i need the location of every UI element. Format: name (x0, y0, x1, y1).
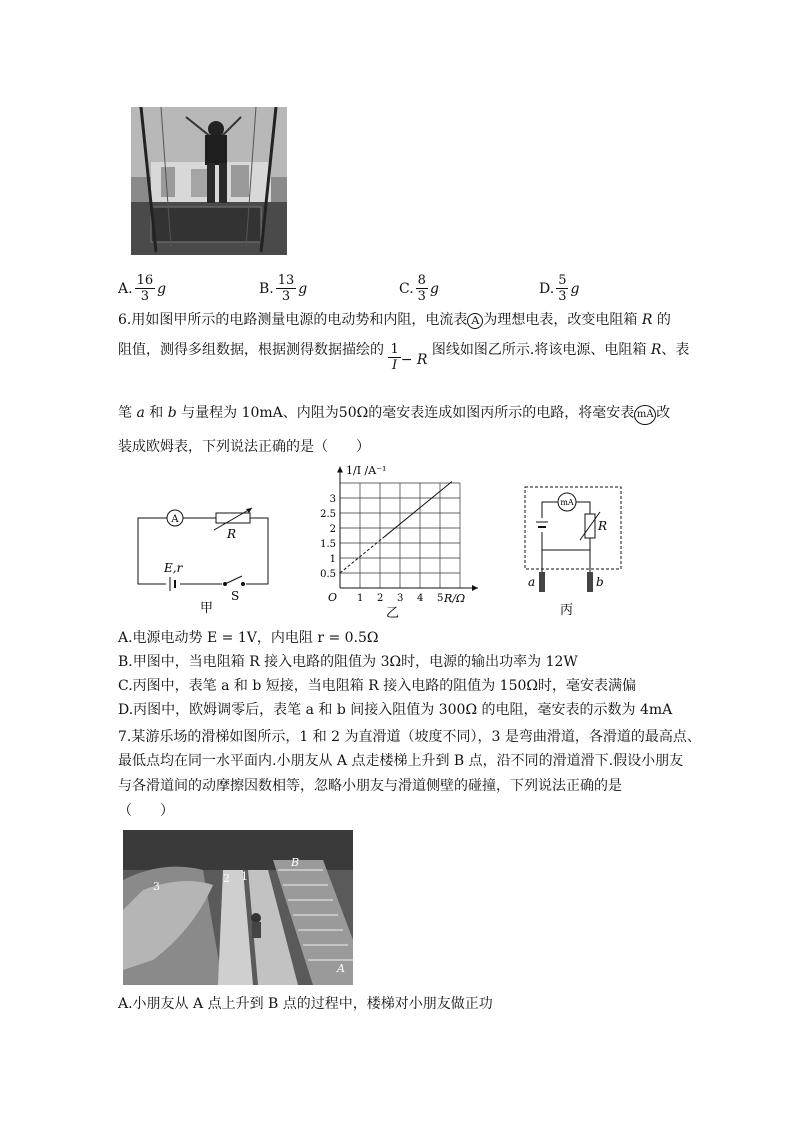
ammeter-symbol: A (467, 313, 483, 329)
unit: g (157, 280, 167, 297)
q6-line-1 (118, 310, 678, 330)
resistor-label: R (598, 519, 608, 533)
y-axis-label: 1/I /A⁻¹ (346, 464, 387, 477)
origin-label: O (328, 591, 338, 604)
numerator: 5 (558, 273, 567, 288)
y-tick-label: 1.5 (320, 539, 336, 550)
text: B.甲图中，当电阻箱 R 接入电路的阻值为 3Ω时，电源的输出功率为 12W (118, 654, 578, 670)
q7-line-1 (118, 727, 701, 747)
trampoline-photo (131, 107, 287, 255)
text: 笔 (118, 405, 132, 421)
slide-1-label: 1 (241, 870, 248, 883)
x-tick-label: 5 (437, 593, 444, 604)
text: 7.某游乐场的滑梯如图所示，1 和 2 为直滑道（坡度不同），3 是弯曲滑道，各滑道的最高点、 (118, 729, 701, 745)
y-tick-label: 2 (329, 524, 336, 535)
q7-line-3 (118, 776, 678, 796)
meter-label: mA (560, 498, 574, 507)
denominator: 3 (140, 289, 149, 304)
unit: g (570, 280, 580, 297)
fraction (276, 273, 297, 304)
slide-3-label: 3 (153, 880, 160, 893)
milliammeter-symbol: mA (634, 405, 656, 425)
series-line-extrapolated (340, 537, 384, 573)
slide-photo (123, 830, 353, 985)
y-tick-label: 2.5 (320, 509, 336, 520)
text: 的毫安表连成如图丙所示的电路，将毫安表 (368, 405, 635, 421)
figure-caption: 乙 (386, 606, 400, 620)
q6-option-a (118, 628, 678, 648)
numerator: 13 (277, 273, 295, 288)
x-tick-label: 4 (417, 593, 424, 604)
text: 与量程为 10mA、内阻为 (181, 405, 339, 421)
text: 6.用如图甲所示的电路测量电源的电动势和内阻，电流表 (118, 312, 468, 328)
figure-caption: 甲 (200, 601, 214, 615)
switch-label: S (231, 589, 240, 603)
series-line (384, 482, 452, 538)
fraction (556, 273, 568, 304)
var: R (650, 342, 662, 358)
text: （ ） (118, 803, 174, 819)
option-label: C. (399, 280, 414, 297)
text: D.丙图中，欧姆调零后，表笔 a 和 b 间接入阻值为 300Ω 的电阻，毫安表的示数为 4mA (118, 702, 673, 718)
text: 50Ω (338, 405, 369, 421)
text: 图线如图乙所示.将该电源、电阻箱 (431, 342, 647, 358)
text: A.电源电动势 E = 1V，内电阻 r = 0.5Ω (118, 630, 379, 646)
text: 最低点均在同一水平面内.小朋友从 A 点走楼梯上升到 B 点，沿不同的滑道滑下.假设小朋友 (118, 753, 684, 769)
probe-b-label: b (596, 575, 604, 589)
trampoline-photo-drawing (131, 107, 287, 255)
inverse-current-fraction (388, 342, 400, 373)
point-b-label: B (291, 856, 300, 869)
fraction (135, 273, 156, 304)
x-tick-label: 3 (397, 593, 404, 604)
slide-photo-drawing (123, 830, 353, 985)
slide-2-label: 2 (223, 872, 230, 885)
denominator: I (392, 358, 398, 373)
figure-caption: 丙 (560, 603, 574, 618)
denominator: 3 (417, 289, 426, 304)
var: b (167, 405, 177, 421)
numerator: 1 (390, 342, 399, 357)
probe-a-label: a (528, 575, 536, 589)
denominator: 3 (281, 289, 291, 304)
x-tick-label: 2 (377, 593, 384, 604)
text: 和 (149, 405, 164, 421)
text: 、表 (661, 342, 690, 358)
q6-option-d (118, 700, 678, 720)
y-axis-arrow (337, 467, 343, 473)
x-axis-label: R/Ω (444, 592, 466, 605)
q5-option-a (118, 273, 166, 304)
numerator: 16 (136, 273, 154, 288)
circuit-bing (522, 484, 624, 619)
x-tick-label: 1 (357, 593, 364, 604)
q5-option-b (259, 273, 307, 304)
x-axis-arrow (472, 585, 478, 591)
text: 的 (656, 312, 671, 328)
q6-line-3 (118, 403, 678, 425)
resistor-box-icon (216, 513, 250, 523)
graph-yi (310, 460, 490, 620)
circuit-jia (130, 500, 275, 615)
q7-line-4 (118, 801, 678, 821)
point-a-label: A (337, 962, 345, 975)
q6-line-2 (118, 340, 690, 384)
q7-line-2 (118, 751, 684, 771)
option-label: D. (539, 280, 555, 297)
source-label: E,r (164, 561, 183, 575)
grid (340, 483, 460, 588)
q6-option-c (118, 676, 678, 696)
q6-option-b (118, 652, 678, 672)
y-tick-label: 1 (329, 554, 336, 565)
q5-option-c (399, 273, 439, 304)
y-tick-label: 0.5 (320, 569, 336, 580)
q6-line-4 (118, 437, 678, 457)
text: 阻值，测得多组数据，根据测得数据描绘的 (118, 342, 384, 358)
y-tick-label: 3 (329, 494, 336, 505)
option-label: B. (259, 280, 274, 297)
numerator: 8 (417, 273, 426, 288)
ammeter-label: A (171, 514, 179, 525)
unit: g (429, 280, 439, 297)
text: − R (400, 352, 428, 368)
unit: g (298, 280, 308, 297)
resistor-label: R (227, 527, 237, 541)
text: A.小朋友从 A 点上升到 B 点的过程中，楼梯对小朋友做正功 (118, 996, 493, 1012)
text: 装成欧姆表，下列说法正确的是（ ） (118, 439, 370, 455)
var: a (136, 405, 145, 421)
q7-option-a (118, 994, 678, 1014)
text: 与各滑道间的动摩擦因数相等，忽略小朋友与滑道侧壁的碰撞，下列说法正确的是 (118, 778, 622, 794)
text: 改 (656, 405, 671, 421)
fraction (416, 273, 428, 304)
var: R (641, 312, 653, 328)
text: C.丙图中，表笔 a 和 b 短接，当电阻箱 R 接入电路的阻值为 150Ω时，毫安表满偏 (118, 678, 636, 694)
text: 为理想电表，改变电阻箱 (483, 312, 638, 328)
denominator: 3 (558, 289, 567, 304)
q5-option-d (539, 273, 579, 304)
option-label: A. (118, 280, 133, 297)
